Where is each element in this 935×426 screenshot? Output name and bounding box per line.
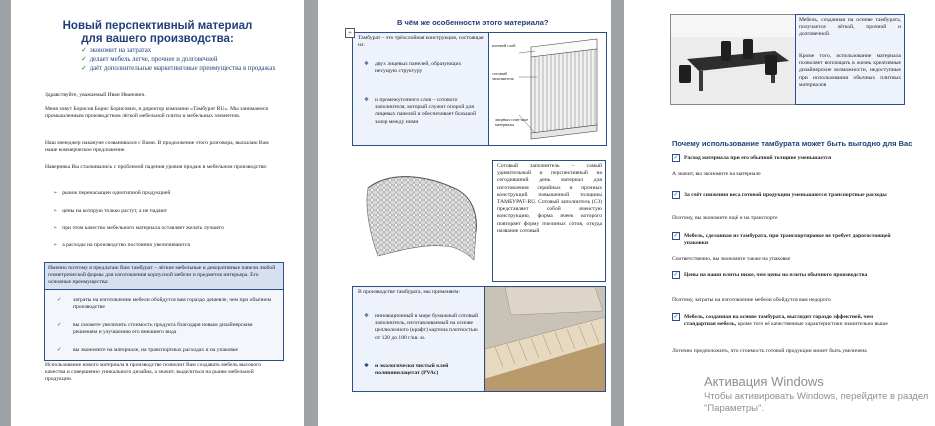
- diagram-label: лицевых плит-ные материалы: [495, 117, 529, 127]
- section-title: Почему использование тамбурата может быть выгодно для Вас: [672, 139, 913, 148]
- furniture-text-2: Кроме того, использование материала позволяет воплощать в жизнь креативные дизайнерские возможности, недоступные при использовании обычных плитных материалов: [799, 53, 901, 88]
- problem-item: ➢ рынок перенасыщен однотипной продукцией: [53, 190, 171, 196]
- problem-intro: Наверняка Вы сталкивались с проблемой падения уровня продаж в мебельном производстве:: [45, 164, 268, 170]
- reason-heading: Мебель, сделанная из тамбурата, при транспортировке не требует дорогостоящей упаковки: [684, 233, 891, 247]
- benefit-item: ✓ даёт дополнительные маркетинговые преимущества в продажах: [81, 65, 276, 72]
- checkbox-icon: ✓: [673, 192, 679, 198]
- sandwich-diagram-drawing: [489, 33, 606, 145]
- diamond-bullet-icon: ❖: [364, 61, 370, 67]
- diamond-bullet-icon: ❖: [364, 313, 370, 319]
- panel-photo-drawing: [485, 287, 605, 391]
- layer-item: ❖ двух лицевых панелей, образующих несущую структуру: [364, 61, 462, 75]
- structure-box: [352, 32, 490, 146]
- diamond-bullet-icon: ❖: [364, 97, 370, 103]
- section-title: В чём же особенности этого материала?: [397, 18, 549, 27]
- honeycomb-box: [492, 160, 606, 282]
- benefit-item: ✓ делает мебель легче, прочнее и долговечней: [81, 56, 218, 63]
- furniture-text-box: [795, 14, 905, 105]
- structure-intro: Тамбурат – это трёхслойная конструкция, состоящая из:: [358, 35, 484, 49]
- document-page-1: [11, 0, 304, 426]
- move-handle-icon[interactable]: +: [345, 28, 355, 38]
- reason-body: Поэтому, затраты на изготовление мебели обойдутся вам недорого: [672, 297, 831, 303]
- production-box: [352, 286, 486, 392]
- production-item: ❖ и экологически чистый клей поливинилацетат (PVAc): [364, 363, 449, 377]
- reason-heading: За счёт снижения веса готовой продукции уменьшаются транспортные расходы: [684, 192, 887, 198]
- activation-watermark-text: Чтобы активировать Windows, перейдите в раздел "Параметры".: [704, 391, 929, 414]
- diagram-label: сотовый заполнитель: [492, 71, 514, 81]
- check-icon: ✓: [57, 297, 62, 303]
- advantage-item: ✓ вы экономите на материале, на транспортных расходах и на упаковке: [57, 347, 238, 353]
- diagram-label: клеевой слой: [492, 43, 516, 48]
- closing-paragraph: Использование нового материала в производстве позволит Вам создавать мебель высокого качества и совершенно уникального дизайна, а значит, выделиться на рынке мебельной продукции.: [45, 362, 262, 383]
- activation-watermark-title: Активация Windows: [704, 374, 824, 389]
- honeycomb-photo: [354, 160, 492, 272]
- advantage-item: ✓ затраты на изготовление мебели обойдутся вам гораздо дешевле, чем при обычном производстве: [57, 297, 272, 311]
- intro-paragraph: Меня зовут Борисов Борис Борисович, я директор компании «Тамбурат RU». Мы занимаемся промышленным производством лёгкой мебельной плиты и мебельных элементов.: [45, 106, 268, 120]
- arrow-bullet-icon: ➢: [53, 209, 58, 214]
- check-icon: ✓: [57, 347, 62, 353]
- honeycomb-description: Сотовый заполнитель – самый удивительный и перспективный на сегодняшний день материал для изготовления серийных и прочных конструкций повышенной толщины ТАМБУРАТ-RU. Сотовый заполнитель (СЗ) представляет собой ячеистую конструкцию, форма ячеек которого повторяет форму пчелиных сотов, откуда название сотовый: [497, 163, 602, 234]
- arrow-bullet-icon: ➢: [53, 243, 58, 248]
- layer-item: ❖ и промежуточного слоя – сотового заполнителя, который служит опорой для лицевых панелей и обеспечивает большой зазор между ними: [364, 97, 477, 125]
- furniture-text: Мебель, созданная на основе тамбурата, получается лёгкой, прочной и долговечной.: [799, 17, 901, 38]
- production-item: ❖ инновационный в мире бумажный сотовый заполнитель, изготавливаемый на основе целлюлозного (крафт) картона плотностью от 120 до 180 г/кв. м.: [364, 313, 479, 341]
- honeycomb-photo-drawing: [354, 160, 492, 272]
- greeting: Здравствуйте, уважаемый Иван Иванович.: [45, 92, 146, 98]
- diamond-bullet-icon: ❖: [364, 363, 370, 369]
- checkbox-icon: ✓: [673, 272, 679, 278]
- reason-body: Соответственно, вы экономите также на упаковке: [672, 256, 791, 262]
- page-subtitle: для вашего производства:: [81, 33, 234, 45]
- reason-heading: Расход материала при его обычной толщине уменьшается: [684, 155, 832, 161]
- furniture-photo: [670, 14, 796, 105]
- advantage-item: ✓ вы сможете увеличить стоимость продукта благодаря новым дизайнерским решениям и улучшению его внешнего вида: [57, 322, 253, 336]
- check-icon: ✓: [81, 65, 87, 72]
- checkbox-icon: ✓: [673, 314, 679, 320]
- arrow-bullet-icon: ➢: [53, 226, 58, 231]
- checkbox-icon: ✓: [673, 233, 679, 239]
- benefit-item: ✓ экономит на затратах: [81, 47, 152, 54]
- offer-box: [44, 262, 284, 290]
- check-icon: ✓: [81, 47, 87, 54]
- check-icon: ✓: [81, 56, 87, 63]
- document-page-2: [318, 0, 611, 426]
- problem-item: ➢ цены на которую только растут, а не падают: [53, 208, 168, 214]
- reason-body: Поэтому, вы экономите ещё и на транспорте: [672, 215, 778, 221]
- arrow-bullet-icon: ➢: [53, 191, 58, 196]
- reason-body: А значит, вы экономите на материале: [672, 171, 761, 177]
- reason-body: Логично предположить, что стоимость готовой продукции может быть увеличена: [672, 348, 867, 354]
- panel-photo: [484, 286, 606, 392]
- advantages-box: [44, 289, 284, 361]
- problem-item: ➢ при этом качество мебельного материала оставляет желать лучшего: [53, 225, 224, 231]
- reason-heading: Мебель, созданная на основе тамбурата, выглядит гораздо эффектней, чем стандартная мебель, кроме того её качественные характеристики значительно выше: [684, 314, 888, 328]
- document-page-3: [624, 0, 935, 426]
- production-intro: В производстве тамбурата, мы применяем:: [358, 289, 460, 295]
- sandwich-diagram: [488, 32, 607, 146]
- page-title: Новый перспективный материал: [62, 20, 253, 32]
- call-paragraph: Наш менеджер накануне созванивался с Вами. В продолжение этого разговора, высылаю Вам наше коммерческое предложение.: [45, 140, 269, 154]
- reason-heading: Цены на наши плиты ниже, чем цены на плиты обычного производства: [684, 272, 868, 278]
- problem-item: ➢ а расходы на производство постоянно увеличиваются: [53, 242, 190, 248]
- furniture-photo-drawing: [671, 15, 795, 104]
- offer-text: Именно поэтому я предлагаю Вам тамбурат – лёгкие мебельные и декоративные панели любой геометрической формы для изготовления корпусной мебели и предметов интерьера. Его основные преимущества:: [48, 265, 276, 286]
- checkbox-icon: ✓: [673, 155, 679, 161]
- check-icon: ✓: [57, 322, 62, 328]
